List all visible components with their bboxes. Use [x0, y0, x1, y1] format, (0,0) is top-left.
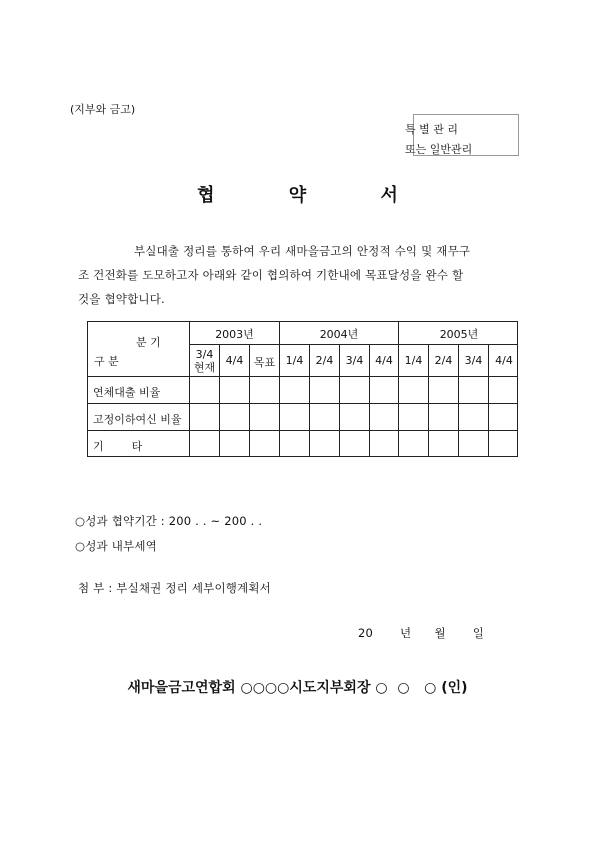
header-note: (지부와 금고) — [70, 103, 136, 116]
row-label-other: 기 타 — [93, 440, 143, 453]
agreement-paragraph-line-3: 것을 협약합니다. — [78, 292, 165, 306]
agreement-paragraph-line-1: 부실대출 정리를 통하여 우리 새마을금고의 안정적 수익 및 재무구 — [134, 244, 471, 258]
table-line — [88, 430, 518, 431]
quarter-header-2005-q3: 3/4 — [464, 354, 483, 367]
table-line — [398, 322, 399, 457]
row-label-delinquent-loan-ratio: 연체대출 비율 — [93, 386, 161, 399]
document-title: 협 약 서 — [197, 185, 432, 206]
quarter-header-2005-q4: 4/4 — [495, 354, 513, 367]
quarter-header-2005-q2: 2/4 — [434, 354, 453, 367]
quarter-header-2004-q1: 1/4 — [285, 354, 304, 367]
year-header-2005: 2005년 — [439, 328, 479, 341]
table-line — [189, 322, 190, 457]
quarter-header-2003-q4: 4/4 — [225, 354, 244, 367]
quarter-header-2005-q1: 1/4 — [404, 354, 423, 367]
table-line — [88, 403, 518, 404]
quarter-header-2003-target: 목표 — [253, 356, 276, 369]
table-line — [279, 322, 280, 457]
quarter-header-2003-q3: 3/4 현재 — [193, 348, 216, 374]
year-header-2003: 2003년 — [215, 328, 254, 341]
agreement-period-line: ○성과 협약기간 : 200 . . ~ 200 . . — [75, 514, 263, 528]
table-corner-category-label: 구 분 — [94, 355, 119, 368]
management-special-label: 특 별 관 리 — [405, 123, 458, 136]
target-table — [87, 321, 518, 457]
quarter-header-2004-q4: 4/4 — [375, 354, 393, 367]
table-line — [189, 344, 518, 345]
table-line — [88, 376, 518, 377]
performance-detail-line: ○성과 내부세역 — [75, 539, 157, 553]
date-line: 20 년 월 일 — [358, 626, 485, 640]
row-label-substandard-loan-ratio: 고정이하여신 비율 — [93, 413, 182, 426]
agreement-paragraph-line-2: 조 건전화를 도모하고자 아래와 같이 협의하여 기한내에 목표달성을 완수 할 — [78, 268, 464, 282]
year-header-2004: 2004년 — [319, 328, 359, 341]
management-general-label: 또는 일반관리 — [405, 143, 473, 156]
quarter-header-2004-q2: 2/4 — [315, 354, 334, 367]
signature-line: 새마을금고연합회 ○○○○시도지부회장 ○ ○ ○ (인) — [127, 680, 468, 696]
quarter-header-2004-q3: 3/4 — [345, 354, 364, 367]
table-corner-quarter-label: 분 기 — [136, 336, 161, 349]
attachment-line: 첨 부 : 부실채권 정리 세부이행계획서 — [78, 581, 271, 595]
